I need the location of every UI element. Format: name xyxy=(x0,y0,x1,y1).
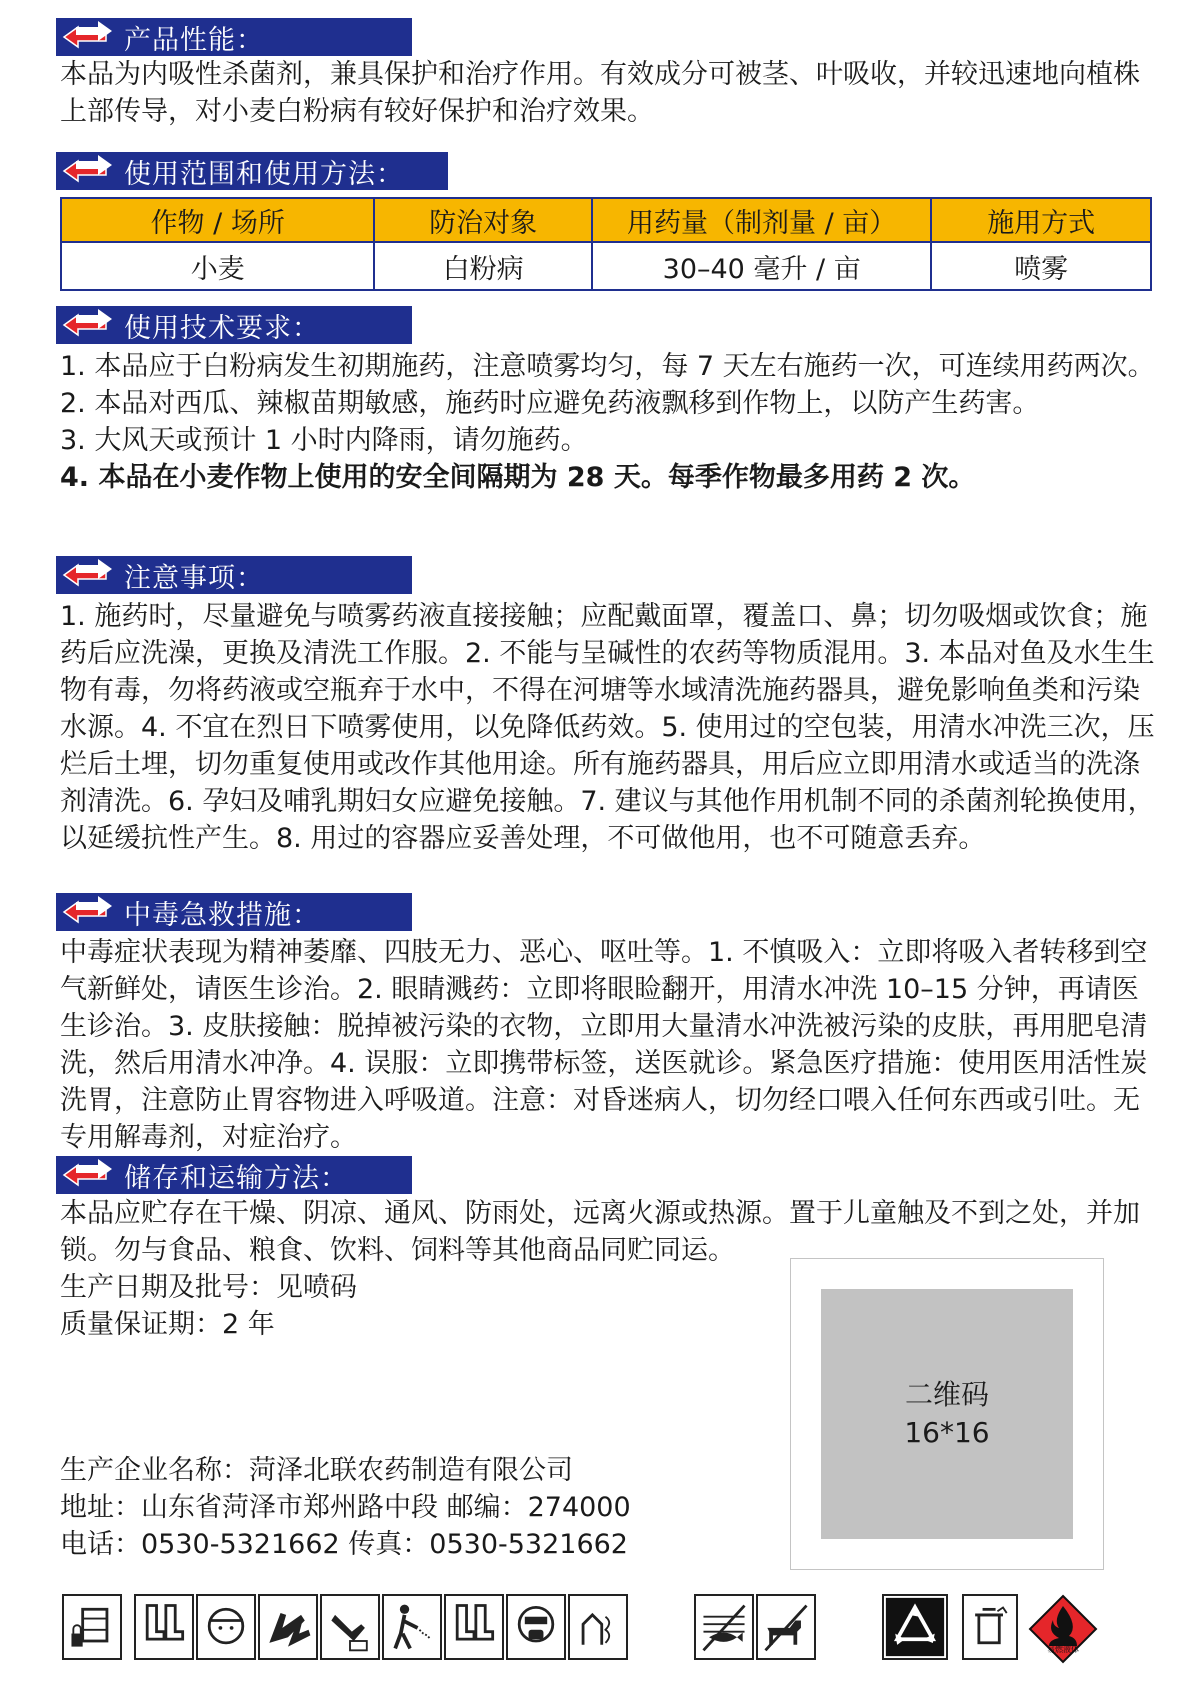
arrows-icon xyxy=(56,306,120,344)
section-title: 储存和运输方法： xyxy=(124,1162,348,1194)
arrows-icon xyxy=(56,893,120,931)
usage-table xyxy=(60,197,1152,291)
table-cell: 30–40 毫升 / 亩 xyxy=(592,242,931,290)
company-address: 地址：山东省菏泽市郑州路中段 邮编：274000 xyxy=(60,1492,631,1523)
arrows-icon xyxy=(56,1156,120,1194)
section-header-storage xyxy=(56,1156,412,1194)
respirator-mask-icon xyxy=(506,1594,566,1660)
section-header-usage xyxy=(56,152,448,190)
qr-label: 二维码 xyxy=(904,1378,989,1411)
firstaid-text: 中毒症状表现为精神萎靡、四肢无力、恶心、呕吐等。1. 不慎吸入：立即将吸入者转移到空气新鲜处，请医生诊治。2. 眼睛溅药：立即将眼睑翻开，用清水冲洗 10–15 分钟，再请医生诊治。3. 皮肤接触：脱掉被污染的衣物，立即用大量清水冲洗被污染的皮肤，再用肥皂清洗，然后用清水冲净。4. 误服：立即携带标签，送医就诊。紧急医疗措施：使用医用活性炭洗胃，注意防止胃容物进入呼吸道。注意：对昏迷病人，切勿经口喂入任何东西或引吐。无专用解毒剂，对症治疗。 xyxy=(60,937,1148,1153)
face-shield-icon xyxy=(196,1594,256,1660)
boots-icon xyxy=(444,1594,504,1660)
arrows-icon xyxy=(56,18,120,56)
company-name: 生产企业名称：菏泽北联农药制造有限公司 xyxy=(60,1455,573,1486)
sprayer-person-icon xyxy=(382,1594,442,1660)
pictogram-group-storage xyxy=(62,1594,124,1660)
precautions-text: 1. 施药时，尽量避免与喷雾药液直接接触；应配戴面罩，覆盖口、鼻；切勿吸烟或饮食；施药后应洗澡，更换及清洗工作服。2. 不能与呈碱性的农药等物质混用。3. 本品对鱼及水生生物有毒，勿将药液或空瓶弃于水中，不得在河塘等水域清洗施药器具，避免影响鱼类和污染水源。4. 不宜在烈日下喷雾使用，以免降低药效。5. 使用过的空包装，用清水冲洗三次，压烂后土埋，切勿重复使用或改作其他用途。所有施药器具，用后应立即用清水或适当的洗涤剂清洗。6. 孕妇及哺乳期妇女应避免接触。7. 建议与其他作用机制不同的杀菌剂轮换使用，以延缓抗性产生。8. 用过的容器应妥善处理，不可做他用，也不可随意丢弃。 xyxy=(60,601,1155,854)
pictogram-group-application xyxy=(382,1594,630,1660)
qr-code-frame xyxy=(790,1258,1104,1570)
list-item: 2. 本品对西瓜、辣椒苗期敏感，施药时应避免药液飘移到作物上，以防产生药害。 xyxy=(60,388,1040,419)
table-row xyxy=(61,242,1151,290)
pictogram-group-hazard xyxy=(1028,1594,1098,1660)
list-item-safety-interval: 4. 本品在小麦作物上使用的安全间隔期为 28 天。每季作物最多用药 2 次。 xyxy=(60,462,976,493)
section-header-technical xyxy=(56,306,412,344)
boots-icon xyxy=(134,1594,194,1660)
hand-washing-icon xyxy=(320,1594,380,1660)
qr-size: 16*16 xyxy=(904,1416,990,1449)
list-item: 1. 本品应于白粉病发生初期施药，注意喷雾均匀，每 7 天左右施药一次，可连续用药两次。 xyxy=(60,351,1155,382)
shelf-life: 质量保证期：2 年 xyxy=(60,1309,275,1340)
performance-text: 本品为内吸性杀菌剂，兼具保护和治疗作用。有效成分可被茎、叶吸收，并较迅速地向植株上部传导，对小麦白粉病有较好保护和治疗效果。 xyxy=(60,59,1140,127)
section-header-performance xyxy=(56,18,412,56)
production-date: 生产日期及批号：见喷码 xyxy=(60,1272,357,1303)
hazard-label: 易燃液体 xyxy=(1047,1645,1079,1654)
table-header-cell: 施用方式 xyxy=(931,198,1151,242)
qr-code-placeholder xyxy=(821,1289,1073,1539)
arrows-icon xyxy=(56,152,120,190)
dispose-bin-icon xyxy=(962,1594,1018,1660)
section-title: 使用范围和使用方法： xyxy=(124,158,404,190)
section-title: 使用技术要求： xyxy=(124,312,320,344)
pictogram-group-disposal xyxy=(882,1594,950,1660)
harmful-to-fish-icon xyxy=(694,1594,754,1660)
table-cell: 白粉病 xyxy=(374,242,592,290)
table-cell: 小麦 xyxy=(61,242,374,290)
pictogram-group-environment xyxy=(694,1594,818,1660)
company-phone: 电话：0530-5321662 传真：0530-5321662 xyxy=(60,1529,628,1560)
pictogram-group-handling xyxy=(134,1594,382,1660)
section-title: 注意事项： xyxy=(124,562,264,594)
recycle-icon xyxy=(882,1594,948,1660)
table-header-cell: 用药量（制剂量 / 亩） xyxy=(592,198,931,242)
arrows-icon xyxy=(56,556,120,594)
technical-list xyxy=(60,348,1156,496)
table-cell: 喷雾 xyxy=(931,242,1151,290)
section-header-precautions xyxy=(56,556,412,594)
locked-storage-icon xyxy=(62,1594,122,1660)
wash-after-use-icon xyxy=(568,1594,628,1660)
table-header-row xyxy=(61,198,1151,242)
company-info xyxy=(60,1452,780,1563)
gloves-icon xyxy=(258,1594,318,1660)
storage-text: 本品应贮存在干燥、阴凉、通风、防雨处，远离火源或热源。置于儿童触及不到之处，并加锁。勿与食品、粮食、饮料、饲料等其他商品同贮同运。 xyxy=(60,1198,1140,1266)
flammable-liquid-hazard-icon xyxy=(1028,1594,1098,1664)
section-title: 产品性能： xyxy=(124,24,264,56)
table-header-cell: 防治对象 xyxy=(374,198,592,242)
list-item: 3. 大风天或预计 1 小时内降雨，请勿施药。 xyxy=(60,425,588,456)
section-title: 中毒急救措施： xyxy=(124,899,320,931)
pictogram-group-bin xyxy=(962,1594,1020,1660)
pictogram-row xyxy=(62,1594,1102,1664)
table-header-cell: 作物 / 场所 xyxy=(61,198,374,242)
harmful-to-livestock-icon xyxy=(756,1594,816,1660)
section-header-firstaid xyxy=(56,893,412,931)
